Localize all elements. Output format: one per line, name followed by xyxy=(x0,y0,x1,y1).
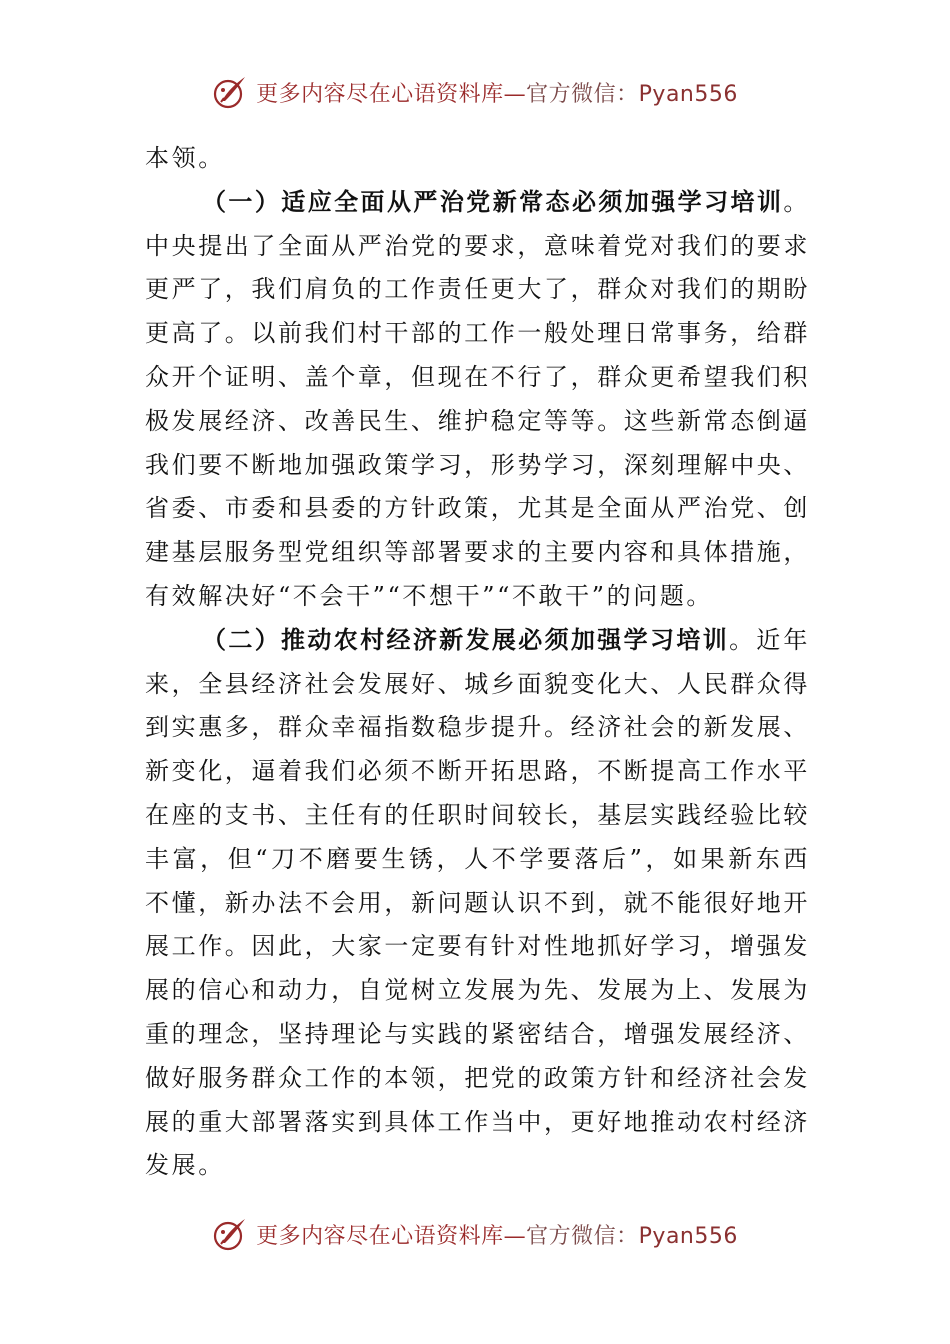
paragraph-continuation xyxy=(145,137,810,181)
watermark-text xyxy=(256,1219,738,1250)
watermark-slogan: 更多内容尽在心语资料库 xyxy=(256,81,504,107)
watermark-text xyxy=(256,77,738,108)
watermark-wechat-id: Pyan556 xyxy=(638,81,738,107)
quill-pen-logo-icon xyxy=(212,74,248,110)
document-body xyxy=(145,137,810,1188)
watermark-separator: — xyxy=(503,1223,527,1249)
section-heading: （一）适应全面从严治党新常态必须加强学习培训 xyxy=(202,187,784,216)
watermark-separator: — xyxy=(503,81,527,107)
watermark-slogan: 更多内容尽在心语资料库 xyxy=(256,1223,504,1249)
paragraph-text: 。近年来，全县经济社会发展好、城乡面貌变化大、人民群众得到实惠多，群众幸福指数稳步提升。经济社会的新发展、新变化，逼着我们必须不断开拓思路，不断提高工作水平在座的支书、主任有的任职时间较长，基层实践经验比较丰富，但“刀不磨要生锈，人不学要落后”，如果新东西不懂，新办法不会用，新问题认识不到，就不能很好地开展工作。因此，大家一定要有针对性地抓好学习，增强发展的信心和动力，自觉树立发展为先、发展为上、发展为重的理念，坚持理论与实践的紧密结合，增强发展经济、做好服务群众工作的本领，把党的政策方针和经济社会发展的重大部署落实到具体工作当中，更好地推动农村经济发展。 xyxy=(145,625,810,1180)
section-heading: （二）推动农村经济新发展必须加强学习培训 xyxy=(202,625,730,654)
paragraph-text: 本领。 xyxy=(145,144,225,172)
quill-pen-logo-icon xyxy=(212,1216,248,1252)
watermark-wechat-id: Pyan556 xyxy=(638,1223,738,1249)
paragraph-section-2 xyxy=(145,619,810,1188)
paragraph-text: 。中央提出了全面从严治党的要求，意味着党对我们的要求更严了，我们肩负的工作责任更大了，群众对我们的期盼更高了。以前我们村干部的工作一般处理日常事务，给群众开个证明、盖个章，但现在不行了，群众更希望我们积极发展经济、改善民生、维护稳定等等。这些新常态倒逼我们要不断地加强政策学习，形势学习，深刻理解中央、省委、市委和县委的方针政策，尤其是全面从严治党、创建基层服务型党组织等部署要求的主要内容和具体措施，有效解决好“不会干”“不想干”“不敢干”的问题。 xyxy=(145,187,810,610)
watermark-wechat-label: 官方微信： xyxy=(526,1223,639,1249)
header-watermark xyxy=(0,70,950,114)
paragraph-section-1 xyxy=(145,181,810,619)
footer-watermark xyxy=(0,1212,950,1256)
watermark-wechat-label: 官方微信： xyxy=(526,81,639,107)
